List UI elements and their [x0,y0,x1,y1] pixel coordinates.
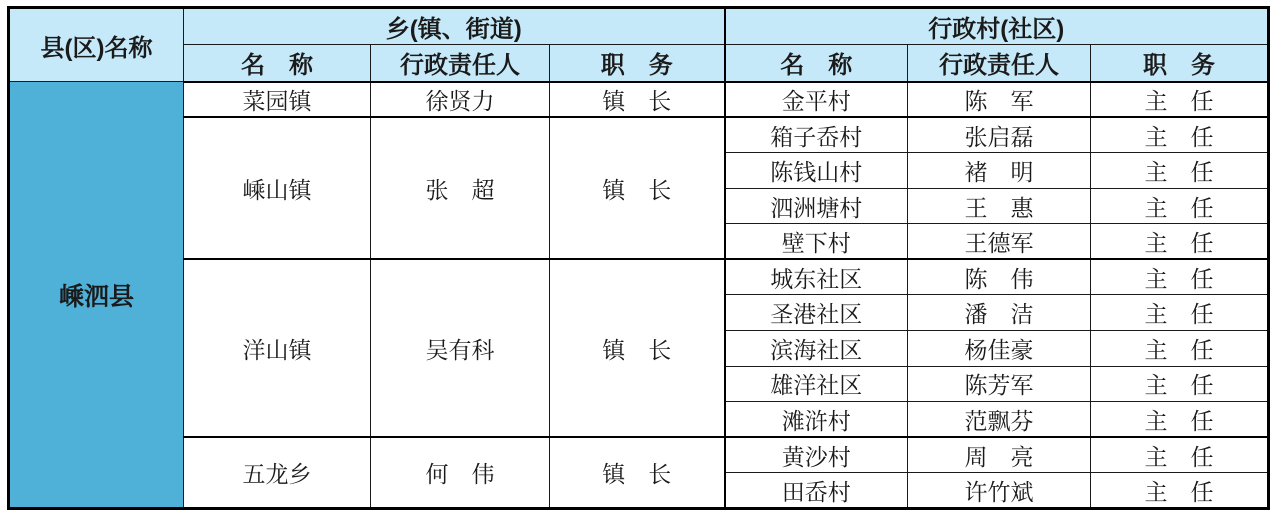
village-title-cell: 主 任 [1091,224,1269,260]
village-group-header: 行政村(社区) [725,8,1269,45]
village-official-cell: 周 亮 [908,437,1091,473]
town-title-cell: 镇 长 [550,259,725,437]
village-title-header: 职 务 [1091,45,1269,82]
village-official-cell: 王 惠 [908,188,1091,224]
village-name-cell: 田岙村 [725,473,908,509]
village-title-cell: 主 任 [1091,402,1269,438]
table-row [9,117,1269,153]
village-official-cell: 王德军 [908,224,1091,260]
village-official-cell: 陈芳军 [908,366,1091,402]
village-name-cell: 金平村 [725,82,908,118]
town-title-cell: 镇 长 [550,437,725,508]
village-title-cell: 主 任 [1091,82,1269,118]
town-name-cell: 洋山镇 [184,259,371,437]
town-title-cell: 镇 长 [550,117,725,259]
town-official-cell: 吴有科 [371,259,550,437]
village-name-header: 名 称 [725,45,908,82]
village-official-cell: 许竹斌 [908,473,1091,509]
town-official-cell: 张 超 [371,117,550,259]
village-name-cell: 雄洋社区 [725,366,908,402]
village-title-cell: 主 任 [1091,366,1269,402]
admin-roster-table [7,6,1270,510]
town-group-header: 乡(镇、街道) [184,8,725,45]
town-title-header: 职 务 [550,45,725,82]
village-name-cell: 城东社区 [725,259,908,295]
village-name-cell: 黄沙村 [725,437,908,473]
county-column-header: 县(区)名称 [9,8,184,82]
village-official-cell: 陈 伟 [908,259,1091,295]
village-name-cell: 泗洲塘村 [725,188,908,224]
town-title-cell: 镇 长 [550,82,725,118]
village-name-cell: 箱子岙村 [725,117,908,153]
village-title-cell: 主 任 [1091,437,1269,473]
town-official-cell: 何 伟 [371,437,550,508]
table-row [9,437,1269,473]
village-official-cell: 杨佳豪 [908,331,1091,367]
town-name-cell: 五龙乡 [184,437,371,508]
village-name-cell: 滩浒村 [725,402,908,438]
village-official-cell: 潘 洁 [908,295,1091,331]
village-name-cell: 壁下村 [725,224,908,260]
village-title-cell: 主 任 [1091,295,1269,331]
village-title-cell: 主 任 [1091,473,1269,509]
village-title-cell: 主 任 [1091,188,1269,224]
village-name-cell: 圣港社区 [725,295,908,331]
village-title-cell: 主 任 [1091,259,1269,295]
village-official-cell: 范飘芬 [908,402,1091,438]
village-title-cell: 主 任 [1091,117,1269,153]
town-official-header: 行政责任人 [371,45,550,82]
village-official-header: 行政责任人 [908,45,1091,82]
village-name-cell: 滨海社区 [725,331,908,367]
header-sub-row [9,45,1269,82]
village-official-cell: 陈 军 [908,82,1091,118]
header-group-row [9,8,1269,45]
village-official-cell: 褚 明 [908,153,1091,189]
town-name-header: 名 称 [184,45,371,82]
county-cell: 嵊泗县 [9,82,184,509]
village-title-cell: 主 任 [1091,331,1269,367]
village-official-cell: 张启磊 [908,117,1091,153]
village-name-cell: 陈钱山村 [725,153,908,189]
town-name-cell: 菜园镇 [184,82,371,118]
village-title-cell: 主 任 [1091,153,1269,189]
town-official-cell: 徐贤力 [371,82,550,118]
table-row [9,259,1269,295]
table-row [9,82,1269,118]
town-name-cell: 嵊山镇 [184,117,371,259]
